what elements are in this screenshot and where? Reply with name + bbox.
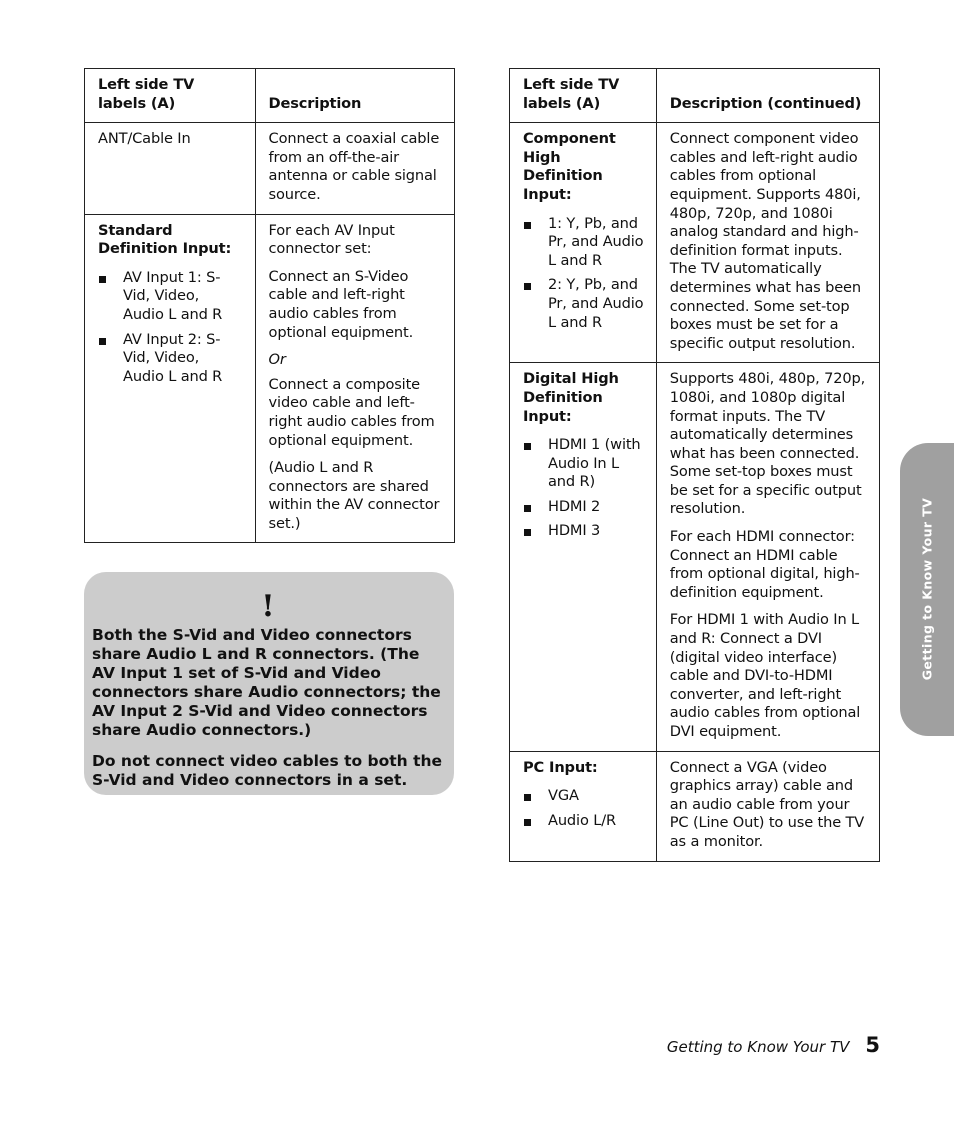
note-paragraph: Do not connect video cables to both the S-Vid and Video connectors in a set. bbox=[92, 752, 443, 789]
description-paragraph: For each AV Input connector set: bbox=[268, 221, 395, 258]
description-paragraph: Supports 480i, 480p, 720p, 1080i, and 1080p digital format inputs. The TV automatically determines what has been connected. Some set-top boxes must be set for a specific output resolution. bbox=[669, 370, 866, 518]
list-item: 2: Y, Pb, and Pr, and Audio L and R bbox=[523, 276, 644, 332]
table-row bbox=[85, 123, 455, 214]
description-paragraph: Connect a VGA (video graphics array) cable and an audio cable from your PC (Line Out) to use the TV as a monitor. bbox=[669, 758, 865, 850]
row-label: ANT/Cable In bbox=[85, 123, 256, 214]
list-item: HDMI 1 (with Audio In L and R) bbox=[523, 436, 644, 492]
page-number: 5 bbox=[865, 1033, 880, 1057]
row-label: PC Input: bbox=[523, 758, 598, 776]
right-connector-table bbox=[509, 68, 880, 862]
table-row bbox=[85, 214, 455, 543]
bullet-list bbox=[98, 269, 243, 387]
row-label: Digital High Definition Input: bbox=[523, 370, 619, 425]
header-description-cell: Description bbox=[255, 69, 454, 123]
row-label: Component High Definition Input: bbox=[523, 130, 616, 203]
list-item: VGA bbox=[523, 787, 644, 806]
row-label-cell bbox=[510, 123, 657, 363]
list-item: HDMI 3 bbox=[523, 522, 644, 541]
exclamation-icon: ! bbox=[261, 589, 275, 624]
row-label: Standard Definition Input: bbox=[98, 221, 232, 258]
footer-title: Getting to Know Your TV bbox=[666, 1038, 850, 1056]
header-description-cell: Description (continued) bbox=[656, 69, 879, 123]
chapter-side-tab bbox=[900, 443, 954, 736]
list-item: Audio L/R bbox=[523, 812, 644, 831]
list-item: 1: Y, Pb, and Pr, and Audio L and R bbox=[523, 215, 644, 271]
table-row bbox=[510, 751, 880, 861]
bullet-list bbox=[523, 436, 644, 541]
row-description-cell bbox=[656, 123, 879, 363]
list-item: HDMI 2 bbox=[523, 498, 644, 517]
row-label-cell bbox=[85, 214, 256, 543]
row-description-cell bbox=[255, 214, 454, 543]
note-box bbox=[84, 572, 454, 795]
header-labels-cell: Left side TV labels (A) bbox=[510, 69, 657, 123]
list-item: AV Input 2: S-Vid, Video, Audio L and R bbox=[98, 331, 243, 387]
list-item: AV Input 1: S-Vid, Video, Audio L and R bbox=[98, 269, 243, 325]
header-labels-cell: Left side TV labels (A) bbox=[85, 69, 256, 123]
description-paragraph: Connect an S-Video cable and left-right audio cables from optional equipment. bbox=[268, 267, 414, 341]
description-paragraph: Connect component video cables and left-right audio cables from optional equipment. Supports 480i, 480p, 720p, and 1080i analog standard and high-definition format inputs. The TV automatically determines what has been connected. Some set-top boxes must be set for a specific output resolution. bbox=[669, 130, 861, 352]
description-paragraph: (Audio L and R connectors are shared within the AV connector set.) bbox=[268, 459, 440, 532]
description-paragraph: For HDMI 1 with Audio In L and R: Connect a DVI (digital video interface) cable and DVI-to-HDMI converter, and left-right audio cables from optional DVI equipment. bbox=[669, 611, 861, 740]
page-footer bbox=[667, 1033, 880, 1057]
row-description-cell bbox=[656, 751, 879, 861]
table-row bbox=[510, 363, 880, 751]
table-row bbox=[510, 123, 880, 363]
side-tab-label: Getting to Know Your TV bbox=[919, 497, 935, 681]
row-description-cell bbox=[656, 363, 879, 751]
description-paragraph: For each HDMI connector: Connect an HDMI cable from optional digital, high-definition equipment. bbox=[669, 528, 860, 601]
bullet-list bbox=[523, 787, 644, 830]
row-label-cell bbox=[510, 363, 657, 751]
row-label-cell bbox=[510, 751, 657, 861]
description-or: Or bbox=[268, 351, 286, 369]
bullet-list bbox=[523, 215, 644, 333]
row-description: Connect a coaxial cable from an off-the-air antenna or cable signal source. bbox=[255, 123, 454, 214]
description-paragraph: Connect a composite video cable and left-right audio cables from optional equipment. bbox=[268, 375, 435, 449]
table-header-row bbox=[85, 69, 455, 123]
table-header-row bbox=[510, 69, 880, 123]
note-paragraph: Both the S-Vid and Video connectors share Audio L and R connectors. (The AV Input 1 set of S-Vid and Video connectors share Audio connectors; the AV Input 2 S-Vid and Video connectors share Audio connectors.) bbox=[92, 626, 441, 739]
left-connector-table bbox=[84, 68, 455, 543]
